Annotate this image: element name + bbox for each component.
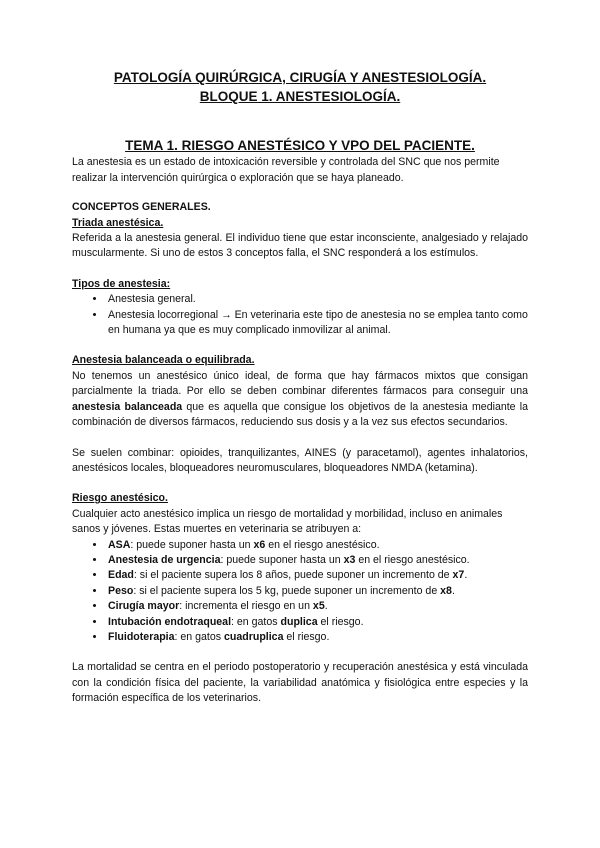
tema-intro: La anestesia es un estado de intoxicación reversible y controlada del SNC que nos permite realizar la intervención quirúrgica o exploración que se haya planeado. [72, 156, 500, 184]
list-item: • Anestesia general. [106, 292, 528, 307]
tipos-heading: Tipos de anestesia: [72, 277, 171, 290]
document-title-line2: BLOQUE 1. ANESTESIOLOGÍA. [199, 89, 401, 104]
list-item: • Anestesia de urgencia: puede suponer hasta un x3 en el riesgo anestésico. [106, 553, 528, 568]
riesgo-intro: Cualquier acto anestésico implica un riesgo de mortalidad y morbilidad, incluso en animales sanos y jóvenes. Estas muertes en veterinaria se atribuyen a: [72, 507, 503, 536]
list-item: • Cirugía mayor: incrementa el riesgo en un x5. [106, 599, 528, 614]
balanceada-heading: Anestesia balanceada o equilibrada. [72, 354, 255, 367]
list-item: • Edad: si el paciente supera los 8 años, puede suponer un incremento de x7. [106, 568, 528, 583]
riesgo-list [72, 538, 528, 646]
triada-text: Referida a la anestesia general. El individuo tiene que estar inconsciente, analgesiado y relajado muscularmente. Si uno de estos 3 conceptos falla, el SNC responderá a los estímulos. [72, 232, 528, 260]
list-item: • Fluidoterapia: en gatos cuadruplica el riesgo. [106, 630, 528, 645]
balanceada-paragraph: No tenemos un anestésico único ideal, de forma que hay fármacos mixtos que consigan parcialmente la triada. Por ello se deben combinar diferentes fármacos para conseguir una anestesia balanceada que es aquella que consigue los objetivos de la anestesia mediante la combinación de diversos fármacos, reduciendo sus dosis y a la vez sus efectos secundarios. [72, 369, 528, 429]
list-item: • ASA: puede suponer hasta un x6 en el riesgo anestésico. [106, 538, 528, 553]
riesgo-heading: Riesgo anestésico. [72, 492, 168, 505]
document-page [72, 68, 528, 707]
list-item: • Peso: si el paciente supera los 5 kg, puede suponer un incremento de x8. [106, 584, 528, 599]
list-item: • Anestesia locorregional → En veterinaria este tipo de anestesia no se emplea tanto como en humana ya que es muy complicado inmovilizar al animal. [106, 308, 528, 339]
conceptos-heading: CONCEPTOS GENERALES. [72, 201, 211, 214]
list-item: • Intubación endotraqueal: en gatos duplica el riesgo. [106, 615, 528, 630]
triada-heading: Triada anestésica. [72, 216, 164, 229]
balanceada-combinations: Se suelen combinar: opioides, tranquilizantes, AINES (y paracetamol), agentes inhalatorios, anestésicos locales, bloqueadores neuromusculares, bloqueadores NMDA (ketamina). [72, 446, 528, 474]
riesgo-closing: La mortalidad se centra en el periodo postoperatorio y recuperación anestésica y está vinculada con la condición física del paciente, la variabilidad anatómica y fisiológica entre especies y la formación específica de los veterinarios. [72, 661, 528, 705]
tema-title: TEMA 1. RIESGO ANESTÉSICO Y VPO DEL PACIENTE. [125, 138, 475, 153]
document-title-line1: PATOLOGÍA QUIRÚRGICA, CIRUGÍA Y ANESTESIOLOGÍA. [113, 70, 487, 85]
tipos-list [72, 292, 528, 338]
